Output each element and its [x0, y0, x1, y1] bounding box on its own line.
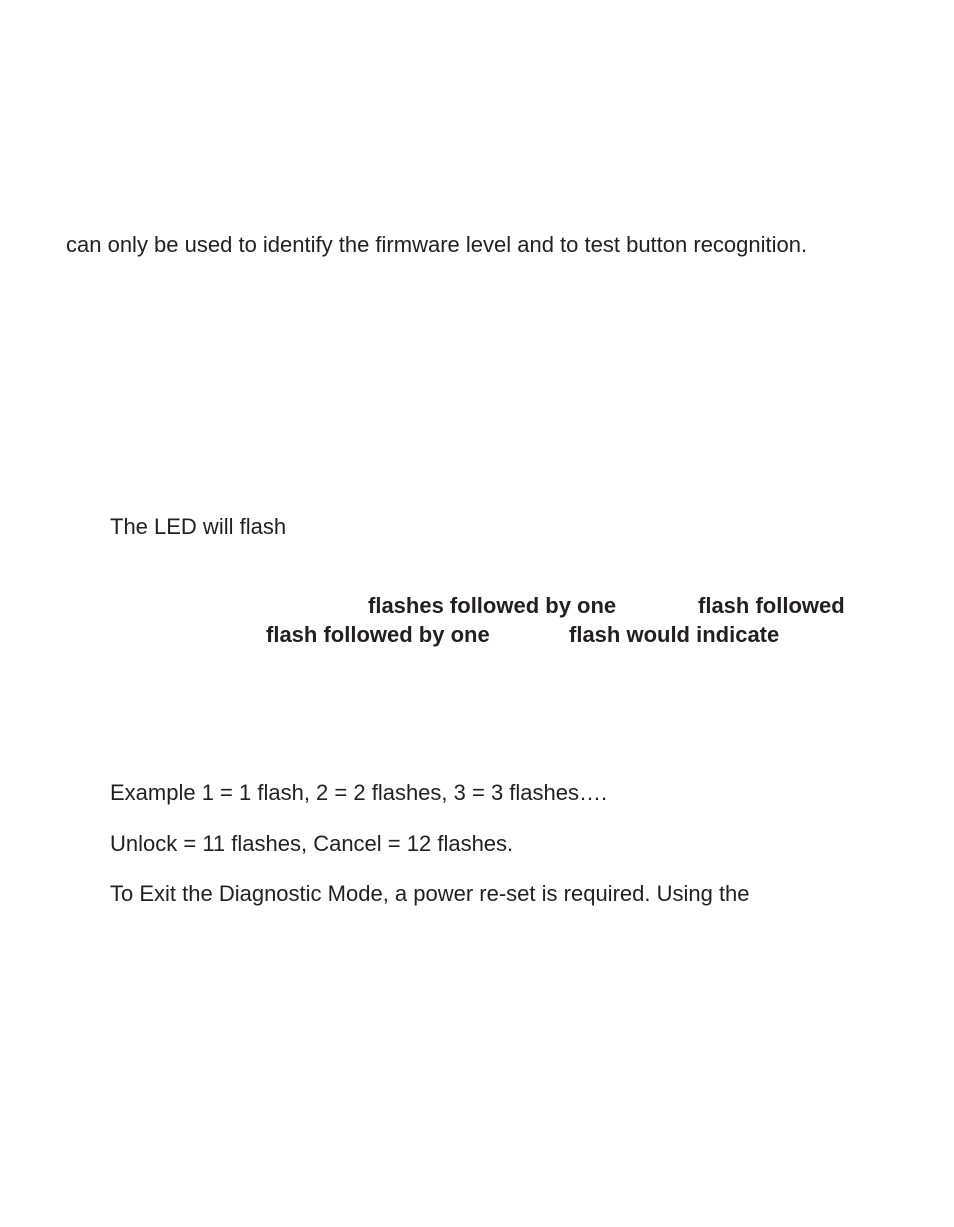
- led-flash-text: The LED will flash: [110, 514, 287, 539]
- unlock-cancel-flashes: Unlock = 11 flashes, Cancel = 12 flashes.: [110, 831, 514, 856]
- bold-example-line1-part1: flashes followed by one: [368, 593, 617, 618]
- example-flash-counts: Example 1 = 1 flash, 2 = 2 flashes, 3 = 3 flashes….: [110, 780, 608, 805]
- bold-example-line2-part2: flash would indicate: [569, 622, 780, 647]
- intro-text: can only be used to identify the firmware level and to test button recognition.: [66, 232, 808, 257]
- exit-diagnostic-mode-text: To Exit the Diagnostic Mode, a power re-set is required. Using the: [110, 881, 750, 906]
- bold-example-line2-part1: flash followed by one: [266, 622, 490, 647]
- bold-example-line1-part2: flash followed: [698, 593, 845, 618]
